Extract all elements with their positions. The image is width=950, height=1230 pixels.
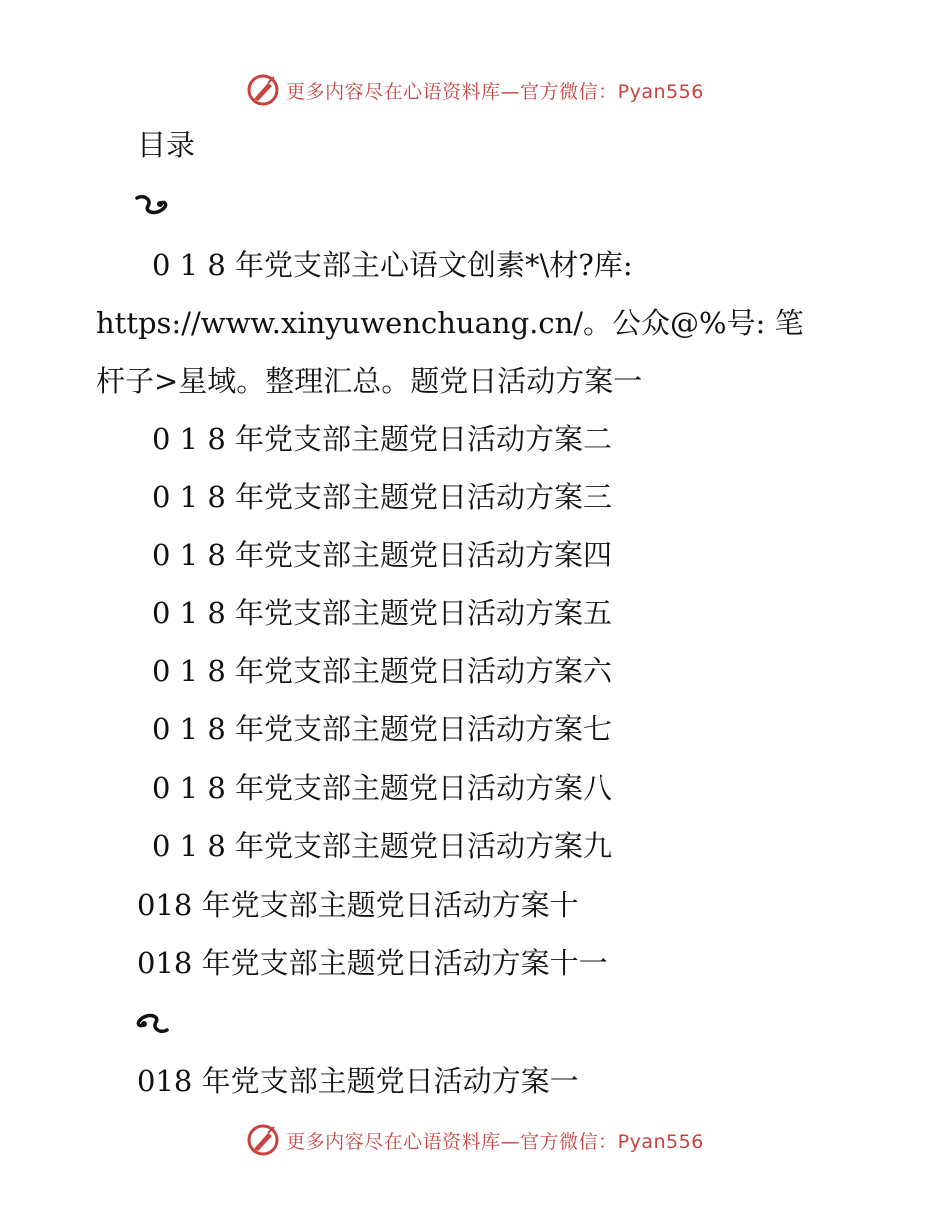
section-heading: 018 年党支部主题党日活动方案一 <box>137 1064 579 1098</box>
header-banner-text: 更多内容尽在心语资料库—官方微信：Pyan556 <box>286 80 704 103</box>
toc-title: 目录 <box>137 128 196 162</box>
toc-entry-8: 0 1 8 年党支部主题党日活动方案八 <box>152 771 613 805</box>
toc-entry-9: 0 1 8 年党支部主题党日活动方案九 <box>152 829 613 863</box>
toc-entry-10: 018 年党支部主题党日活动方案十 <box>137 888 579 922</box>
toc-entry-5: 0 1 8 年党支部主题党日活动方案五 <box>152 596 613 630</box>
toc-entry-11: 018 年党支部主题党日活动方案十一 <box>137 946 608 980</box>
swirl-ornament-icon <box>134 192 170 220</box>
header-banner <box>0 70 950 110</box>
toc-entry-6: 0 1 8 年党支部主题党日活动方案六 <box>152 654 613 688</box>
swirl-ornament-icon <box>134 1008 170 1036</box>
toc-entry-7: 0 1 8 年党支部主题党日活动方案七 <box>152 712 613 746</box>
footer-banner <box>0 1120 950 1160</box>
toc-entry-1-line-1: 0 1 8 年党支部主心语文创素*\材?库: <box>152 248 633 282</box>
footer-banner-text: 更多内容尽在心语资料库—官方微信：Pyan556 <box>286 1130 704 1153</box>
toc-entry-3: 0 1 8 年党支部主题党日活动方案三 <box>152 480 613 514</box>
quill-logo-icon <box>246 73 280 107</box>
toc-entry-1-line-2: https://www.xinyuwenchuang.cn/。公众@%号: 笔 <box>96 306 804 340</box>
toc-entry-1-line-3: 杆子>星域。整理汇总。题党日活动方案一 <box>96 364 643 398</box>
toc-entry-4: 0 1 8 年党支部主题党日活动方案四 <box>152 538 613 572</box>
toc-entry-2: 0 1 8 年党支部主题党日活动方案二 <box>152 422 613 456</box>
quill-logo-icon <box>246 1123 280 1157</box>
